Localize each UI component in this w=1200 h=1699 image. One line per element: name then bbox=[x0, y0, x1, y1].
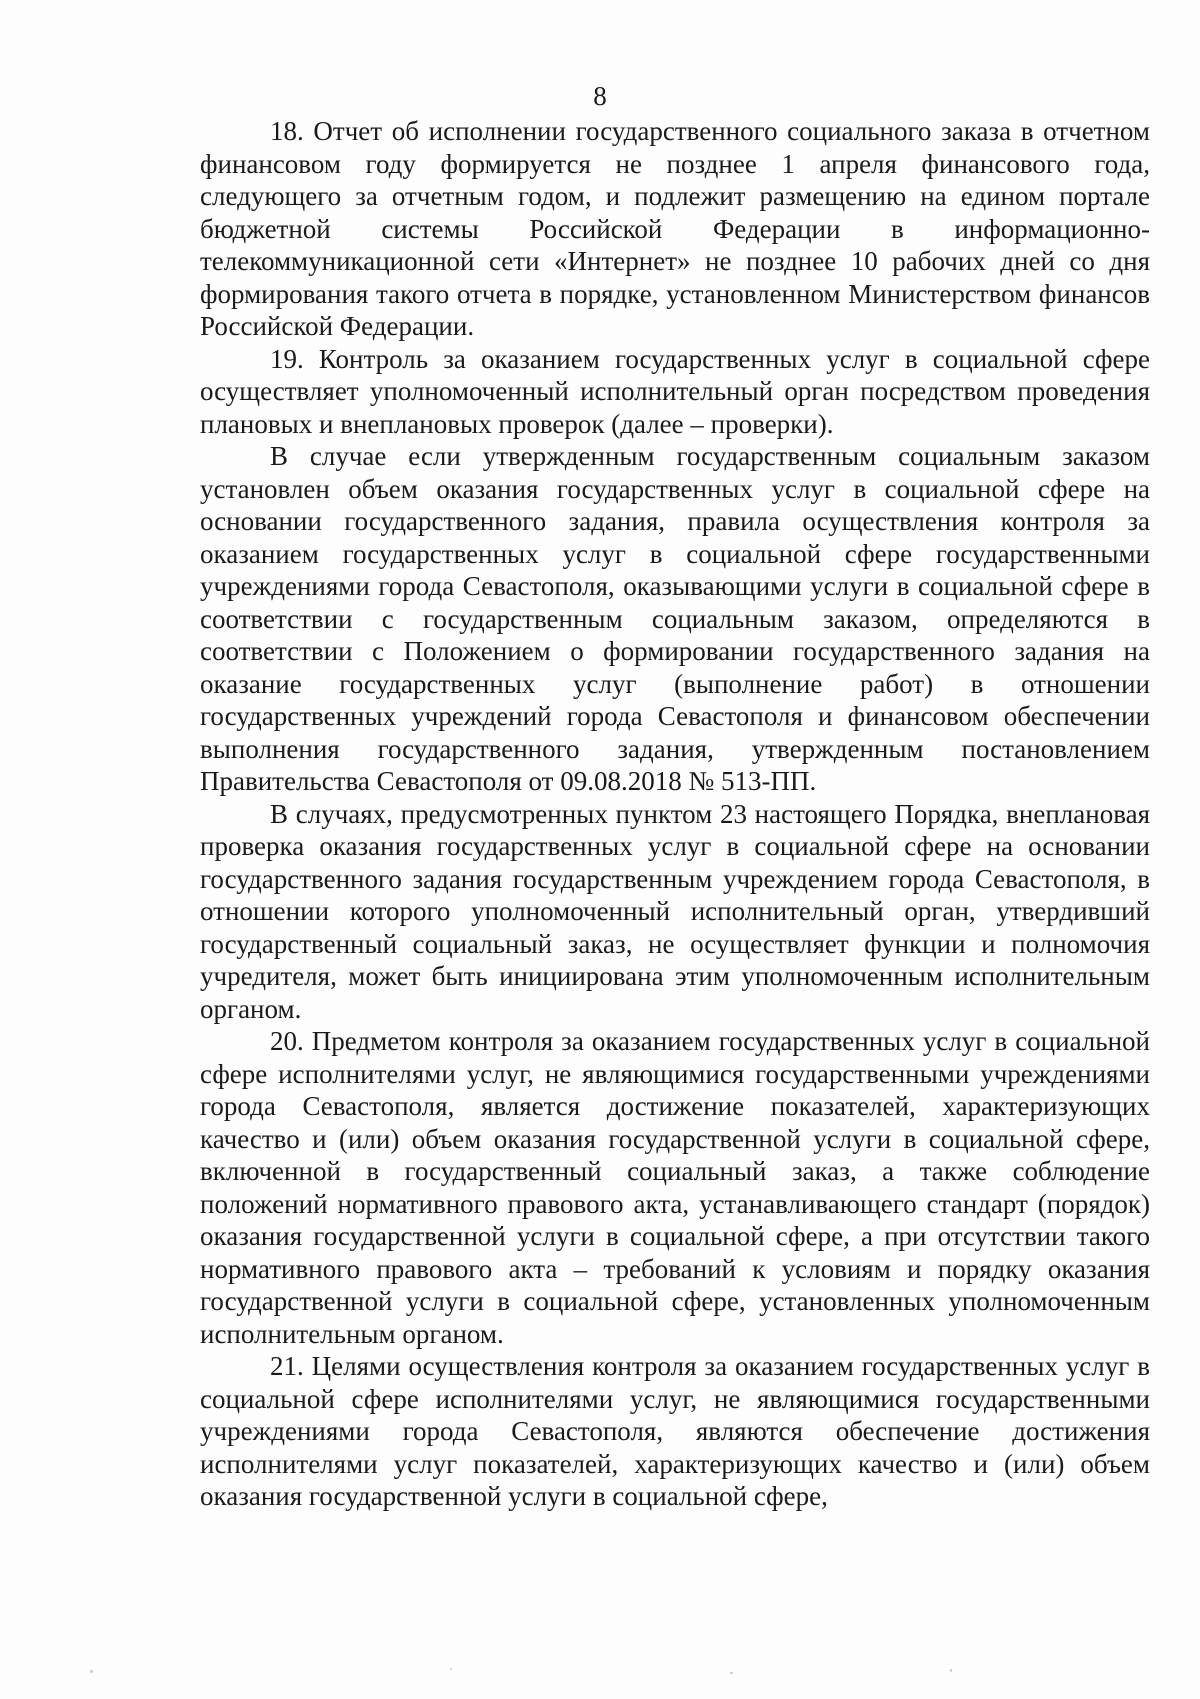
paragraph-19-unscheduled-inspection: В случаях, предусмотренных пунктом 23 настоящего Порядка, внеплановая проверка оказания государственных услуг в социальной сфере на основании государственного задания государственным учреждением города Севастополя, в отношении которого уполномоченный исполнительный орган, утвердивший государственный социальный заказ, не осуществляет функции и полномочия учредителя, может быть инициирована этим уполномоченным исполнительным органом. bbox=[200, 798, 1150, 1024]
scan-speck bbox=[730, 1672, 733, 1674]
paragraph-20: 20. Предметом контроля за оказанием государственных услуг в социальной сфере исполнителями услуг, не являющимися государственными учреждениями города Севастополя, является достижение показателей, характеризующих качество и (или) объем оказания государственной услуги в социальной сфере, включенной в государственный социальный заказ, а также соблюдение положений нормативного правового акта, устанавливающего стандарт (порядок) оказания государственной услуги в социальной сфере, а при отсутствии такого нормативного правового акта – требований к условиям и порядку оказания государственной услуги в социальной сфере, установленных уполномоченным исполнительным органом. bbox=[200, 1026, 1150, 1349]
paragraph-21: 21. Целями осуществления контроля за оказанием государственных услуг в социальной сфере исполнителями услуг, не являющимися государственными учреждениями города Севастополя, являются обеспечение достижения исполнителями услуг показателей, характеризующих качество и (или) объем оказания государственной услуги в социальной сфере, bbox=[200, 1351, 1150, 1511]
paragraph-18: 18. Отчет об исполнении государственного социального заказа в отчетном финансовом году формируется не позднее 1 апреля финансового года, следующего за отчетным годом, и подлежит размещению на едином портале бюджетной системы Российской Федерации в информационно-телекоммуникационной сети «Интернет» не позднее 10 рабочих дней со дня формирования такого отчета в порядке, установленном Министерством финансов Российской Федерации. bbox=[200, 116, 1150, 341]
scan-speck bbox=[90, 1670, 93, 1673]
page-number: 8 bbox=[593, 81, 607, 111]
scan-speck bbox=[950, 1669, 952, 1672]
scan-speck bbox=[450, 1668, 452, 1670]
paragraph-19: 19. Контроль за оказанием государственных услуг в социальной сфере осуществляет уполномоченный исполнительный орган посредством проведения плановых и внеплановых проверок (далее – проверки). bbox=[200, 343, 1150, 439]
document-body bbox=[200, 115, 1150, 1513]
paragraph-19-state-assignment: В случае если утвержденным государственным социальным заказом установлен объем оказания государственных услуг в социальной сфере на основании государственного задания, правила осуществления контроля за оказанием государственных услуг в социальной сфере государственными учреждениями города Севастополя, оказывающими услуги в социальной сфере в соответствии с государственным социальным заказом, определяются в соответствии с Положением о формировании государственного задания на оказание государственных услуг (выполнение работ) в отношении государственных учреждений города Севастополя и финансовом обеспечении выполнения государственного задания, утвержденным постановлением Правительства Севастополя от 09.08.2018 № 513-ПП. bbox=[200, 441, 1150, 796]
